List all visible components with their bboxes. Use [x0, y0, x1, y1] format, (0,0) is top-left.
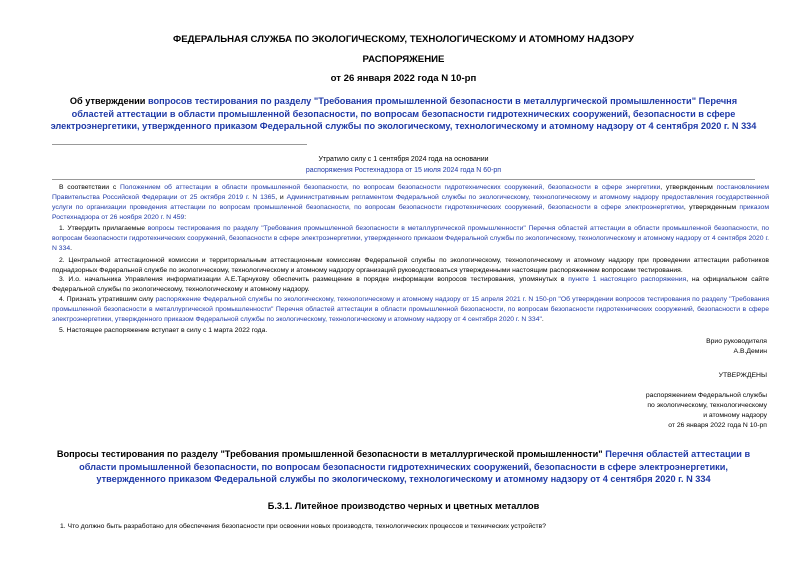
approval-line: распоряжением Федеральной службы [645, 392, 767, 399]
link-test-questions[interactable]: вопросы тестирования по разделу "Требования промышленной безопасности в металлургической промышленности" Перечня областей аттестации в области промышленной безопасности, по вопросам безопасности гидротехнических сооружений, безопасности в сфере электроэнергетики, утвержденного приказом Федеральной службы по экологическому, технологическому и атомному надзору от 4 сентября 2020 г. N 334 [52, 225, 769, 252]
question-item: 1. Что должно быть разработано для обеспечения безопасности при освоении новых производств, технологических процессов и технических устройств? [60, 523, 547, 530]
text: . [70, 245, 73, 252]
text: В соответствии с [59, 184, 120, 191]
approval-line: по экологическому, технологическому [647, 402, 767, 409]
annex-title [48, 448, 759, 486]
subject-prefix: Об утверждении [69, 96, 148, 106]
text: : [184, 214, 187, 221]
approval-line: и атомному надзору [703, 412, 767, 419]
signature-name: А.В.Демин [733, 348, 767, 355]
paragraph-item-2: 2. Центральной аттестационной комиссии и территориальным аттестационным комиссиям Федеральной службы по экологическому, технологическому и атомному надзору при проведении аттестации работников поднадзорных Федеральной службе по экологическому, технологическому и атомному надзору организаций руководствоваться утвержденными настоящим распоряжением вопросами тестирования. [52, 257, 769, 274]
paragraph-item-5: 5. Настоящее распоряжение вступает в силу с 1 марта 2022 года. [59, 327, 268, 334]
text: , и [275, 194, 287, 201]
agency-title: ФЕДЕРАЛЬНАЯ СЛУЖБА ПО ЭКОЛОГИЧЕСКОМУ, ТЕХНОЛОГИЧЕСКОМУ И АТОМНОМУ НАДЗОРУ [173, 34, 634, 45]
signature-role: Врио руководителя [706, 338, 767, 345]
approval-heading: УТВЕРЖДЕНЫ [718, 372, 767, 379]
text: 4. Признать утратившим силу [59, 296, 156, 303]
text: , утвержденным [660, 184, 717, 191]
document-date: от 26 января 2022 года N 10-рп [330, 73, 477, 84]
link-regulation[interactable]: Положением об аттестации в области промышленной безопасности, по вопросам безопасности гидротехнических сооружений, безопасности в сфере энергетики [119, 184, 661, 191]
approval-line: от 26 января 2022 года N 10-рп [668, 422, 767, 429]
link-admin-regulation[interactable]: Административным регламентом Федеральной службы по экологическому, технологическому и атомному надзору предоставления государственной услуги по организации проведения аттестации по вопросам промышленной безопасности, по вопросам безопасности гидротехнических сооружений, безопасности в сфере электроэнергетики [52, 194, 770, 211]
paragraph-item-3 [52, 275, 769, 295]
section-heading: Б.3.1. Литейное производство черных и цветных металлов [267, 501, 540, 511]
paragraph-preamble [52, 183, 769, 223]
text: 3. И.о. начальника Управления информатизации А.Е.Тарчукову обеспечить размещение в порядке информации вопросов тестирования, упомянутых в [59, 276, 569, 283]
document-subject [48, 95, 759, 133]
link-clause-1[interactable]: пункте 1 настоящего распоряжения [568, 276, 687, 283]
link-order-459[interactable]: приказом Ростехнадзора от 26 ноября 2020 г. N 459 [52, 204, 769, 221]
approval-block [646, 371, 767, 431]
divider [52, 144, 307, 145]
link-government-decree[interactable]: постановлением Правительства Российской Федерации от 25 октября 2019 г. N 1365 [52, 184, 769, 201]
lost-force-text: Утратило силу с 1 сентября 2024 года на основании [318, 156, 489, 163]
annex-title-link[interactable]: Перечня областей аттестации в области промышленной безопасности, по вопросам безопасности гидротехнических сооружений, безопасности в сфере электроэнергетики, утвержденного приказом Федеральной службы по экологическому, технологическому и атомному надзору от 4 сентября 2020 г. N 334 [79, 449, 751, 485]
text: . [541, 316, 544, 323]
annex-title-prefix: Вопросы тестирования по разделу "Требования промышленной безопасности в металлургической промышленности" [56, 449, 606, 459]
text: , утвержденным [683, 204, 740, 211]
lost-force-link[interactable]: распоряжения Ростехнадзора от 15 июля 2024 года N 60-рп [305, 167, 502, 174]
text: 1. Утвердить прилагаемые [59, 225, 148, 232]
text: , на официальном сайте Федеральной службы по экологическому, технологическому и атомному надзору. [52, 276, 770, 293]
divider [52, 179, 755, 180]
subject-link[interactable]: вопросов тестирования по разделу "Требования промышленной безопасности в металлургической промышленности" Перечня областей аттестации в области промышленной безопасности, по вопросам безопасности гидротехнических сооружений, безопасности в сфере электроэнергетики, утвержденного приказом Федеральной службы по экологическому, технологическому и атомному надзору от 4 сентября 2020 г. N 334 [50, 96, 757, 132]
link-order-150[interactable]: распоряжение Федеральной службы по экологическому, технологическому и атомному надзору от 15 апреля 2021 г. N 150-рп "Об утверждении вопросов тестирования по разделу "Требования промышленной безопасности в металлургической промышленности" Перечня областей аттестации в области промышленной безопасности, по вопросам безопасности гидротехнических сооружений, безопасности в сфере электроэнергетики, утвержденного приказом Федеральной службы по экологическому, технологическому и атомному надзору от 4 сентября 2020 г. N 334" [52, 296, 769, 323]
paragraph-item-1 [52, 224, 769, 254]
signature-block [706, 337, 767, 357]
lost-force-note [200, 154, 607, 176]
document-type: РАСПОРЯЖЕНИЕ [362, 54, 445, 65]
paragraph-item-4 [52, 295, 769, 325]
